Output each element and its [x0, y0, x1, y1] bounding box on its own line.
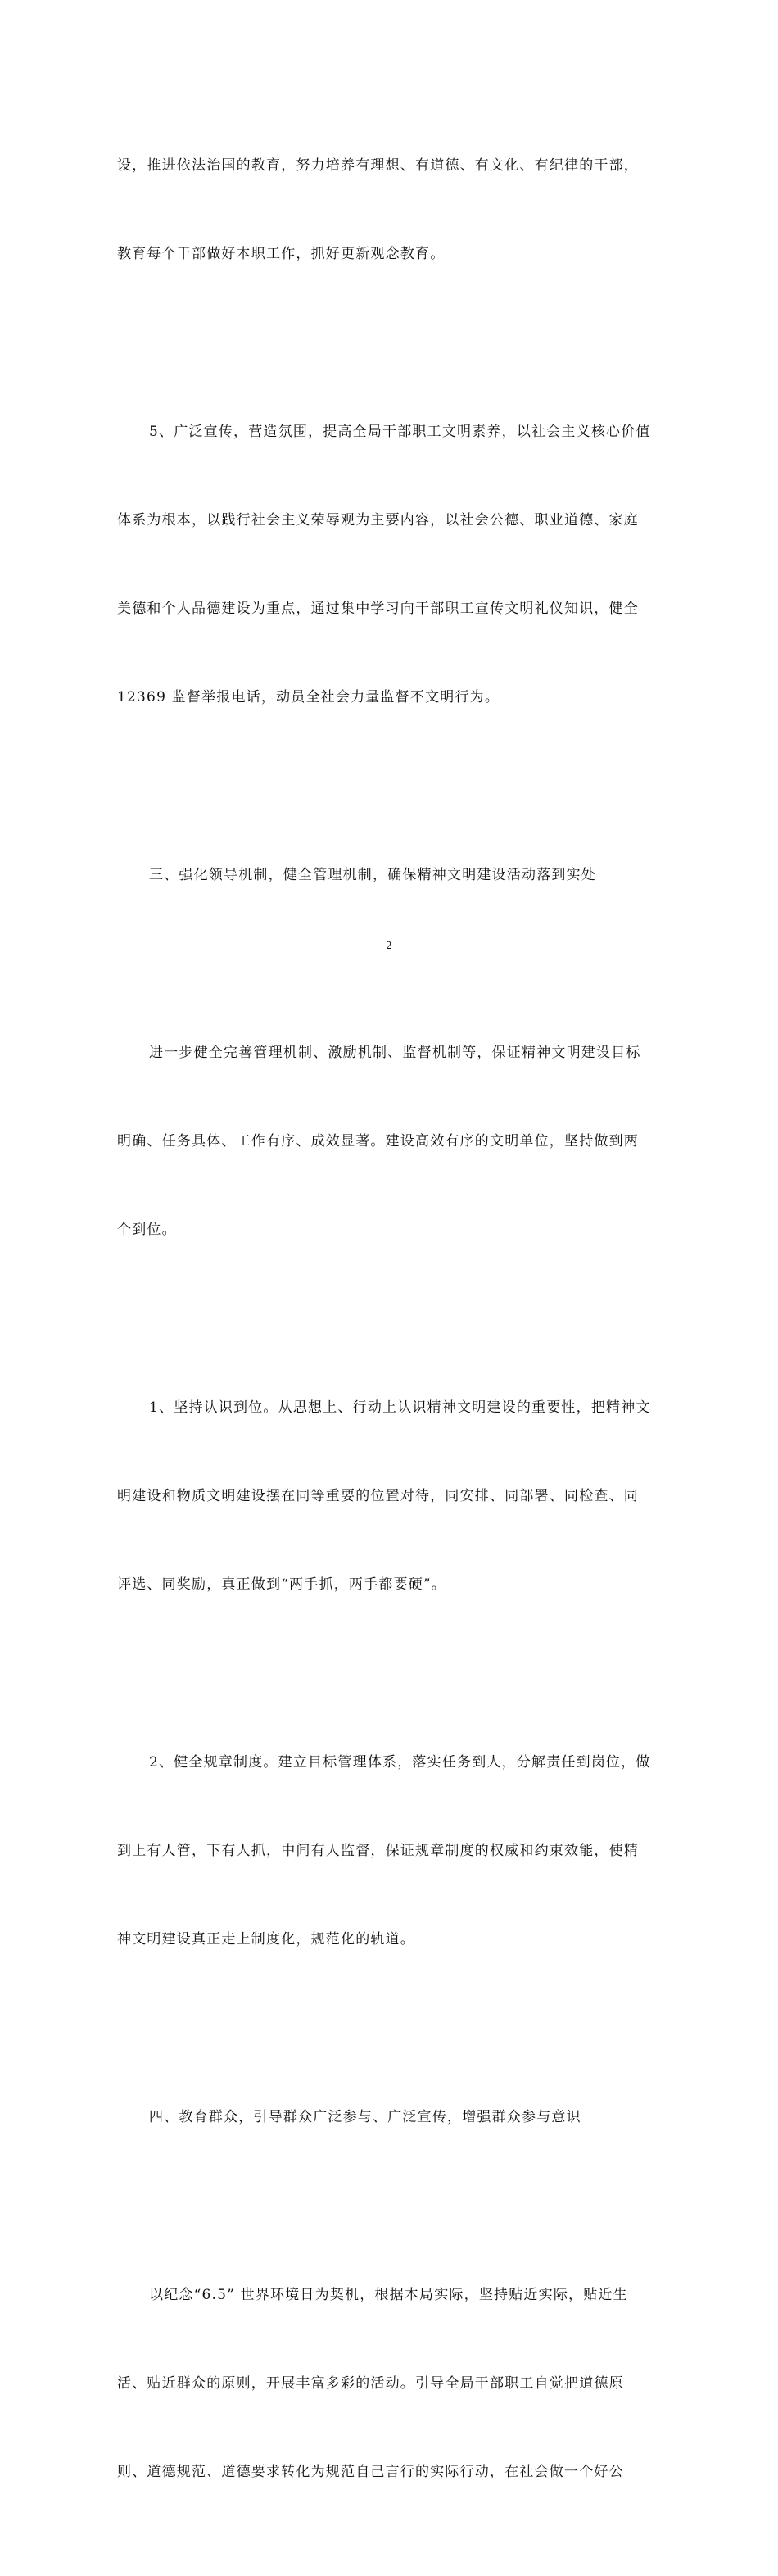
paragraph-line: 教育每个干部做好本职工作，抓好更新观念教育。: [117, 246, 446, 262]
paragraph-line: 活、贴近群众的原则，开展丰富多彩的活动。引导全局干部职工自觉把道德原: [117, 2375, 624, 2392]
paragraph-line: 5、广泛宣传，营造氛围，提高全局干部职工文明素养，以社会主义核心价值: [149, 424, 651, 440]
paragraph-4: [117, 1334, 661, 1658]
paragraph-line: 以纪念“6.5” 世界环境日为契机，根据本局实际，坚持贴近实际，贴近生: [149, 2287, 628, 2303]
section-heading-4: [117, 2043, 661, 2191]
paragraph-line: 则、道德规范、道德要求转化为规范自己言行的实际行动，在社会做一个好公: [117, 2464, 624, 2480]
paragraph-line: 设，推进依法治国的教育，努力培养有理想、有道德、有文化、有纪律的干部，: [117, 157, 639, 174]
paragraph-line: 个到位。: [117, 1222, 177, 1238]
paragraph-line: 2、健全规章制度。建立目标管理体系，落实任务到人，分解责任到岗位，做: [149, 1754, 651, 1771]
paragraph-line: 明建设和物质文明建设摆在同等重要的位置对待，同安排、同部署、同检查、同: [117, 1488, 639, 1504]
paragraph-6: [117, 2221, 661, 2546]
paragraph-line: 美德和个人品德建设为重点，通过集中学习向干部职工宣传文明礼仪知识，健全: [117, 601, 639, 617]
heading-line: 三、强化领导机制，健全管理机制，确保精神文明建设活动落到实处: [149, 867, 596, 883]
paragraph-line: 1、坚持认识到位。从思想上、行动上认识精神文明建设的重要性，把精神文: [149, 1399, 651, 1416]
page-number: 2: [386, 940, 392, 951]
paragraph-line: 神文明建设真正走上制度化，规范化的轨道。: [117, 1931, 415, 1948]
paragraph-1: [117, 92, 661, 328]
paragraph-line: 进一步健全完善管理机制、激励机制、监督机制等，保证精神文明建设目标: [149, 1045, 641, 1061]
paragraph-2: [117, 358, 661, 771]
paragraph-5: [117, 1689, 661, 2013]
paragraph-line: 到上有人管，下有人抓，中间有人监督，保证规章制度的权威和约束效能，使精: [117, 1843, 639, 1859]
heading-line: 四、教育群众，引导群众广泛参与、广泛宣传，增强群众参与意识: [149, 2109, 581, 2125]
section-heading-3: [117, 801, 661, 949]
paragraph-line: 12369 监督举报电话，动员全社会力量监督不文明行为。: [117, 689, 500, 705]
paragraph-3: [117, 979, 661, 1304]
paragraph-line: 明确、任务具体、工作有序、成效显著。建设高效有序的文明单位，坚持做到两: [117, 1133, 639, 1150]
paragraph-line: 体系为根本，以践行社会主义荣辱观为主要内容，以社会公德、职业道德、家庭: [117, 512, 639, 528]
page-body: [117, 92, 661, 2576]
paragraph-line: 评选、同奖励，真正做到“两手抓，两手都要硬”。: [117, 1576, 446, 1593]
